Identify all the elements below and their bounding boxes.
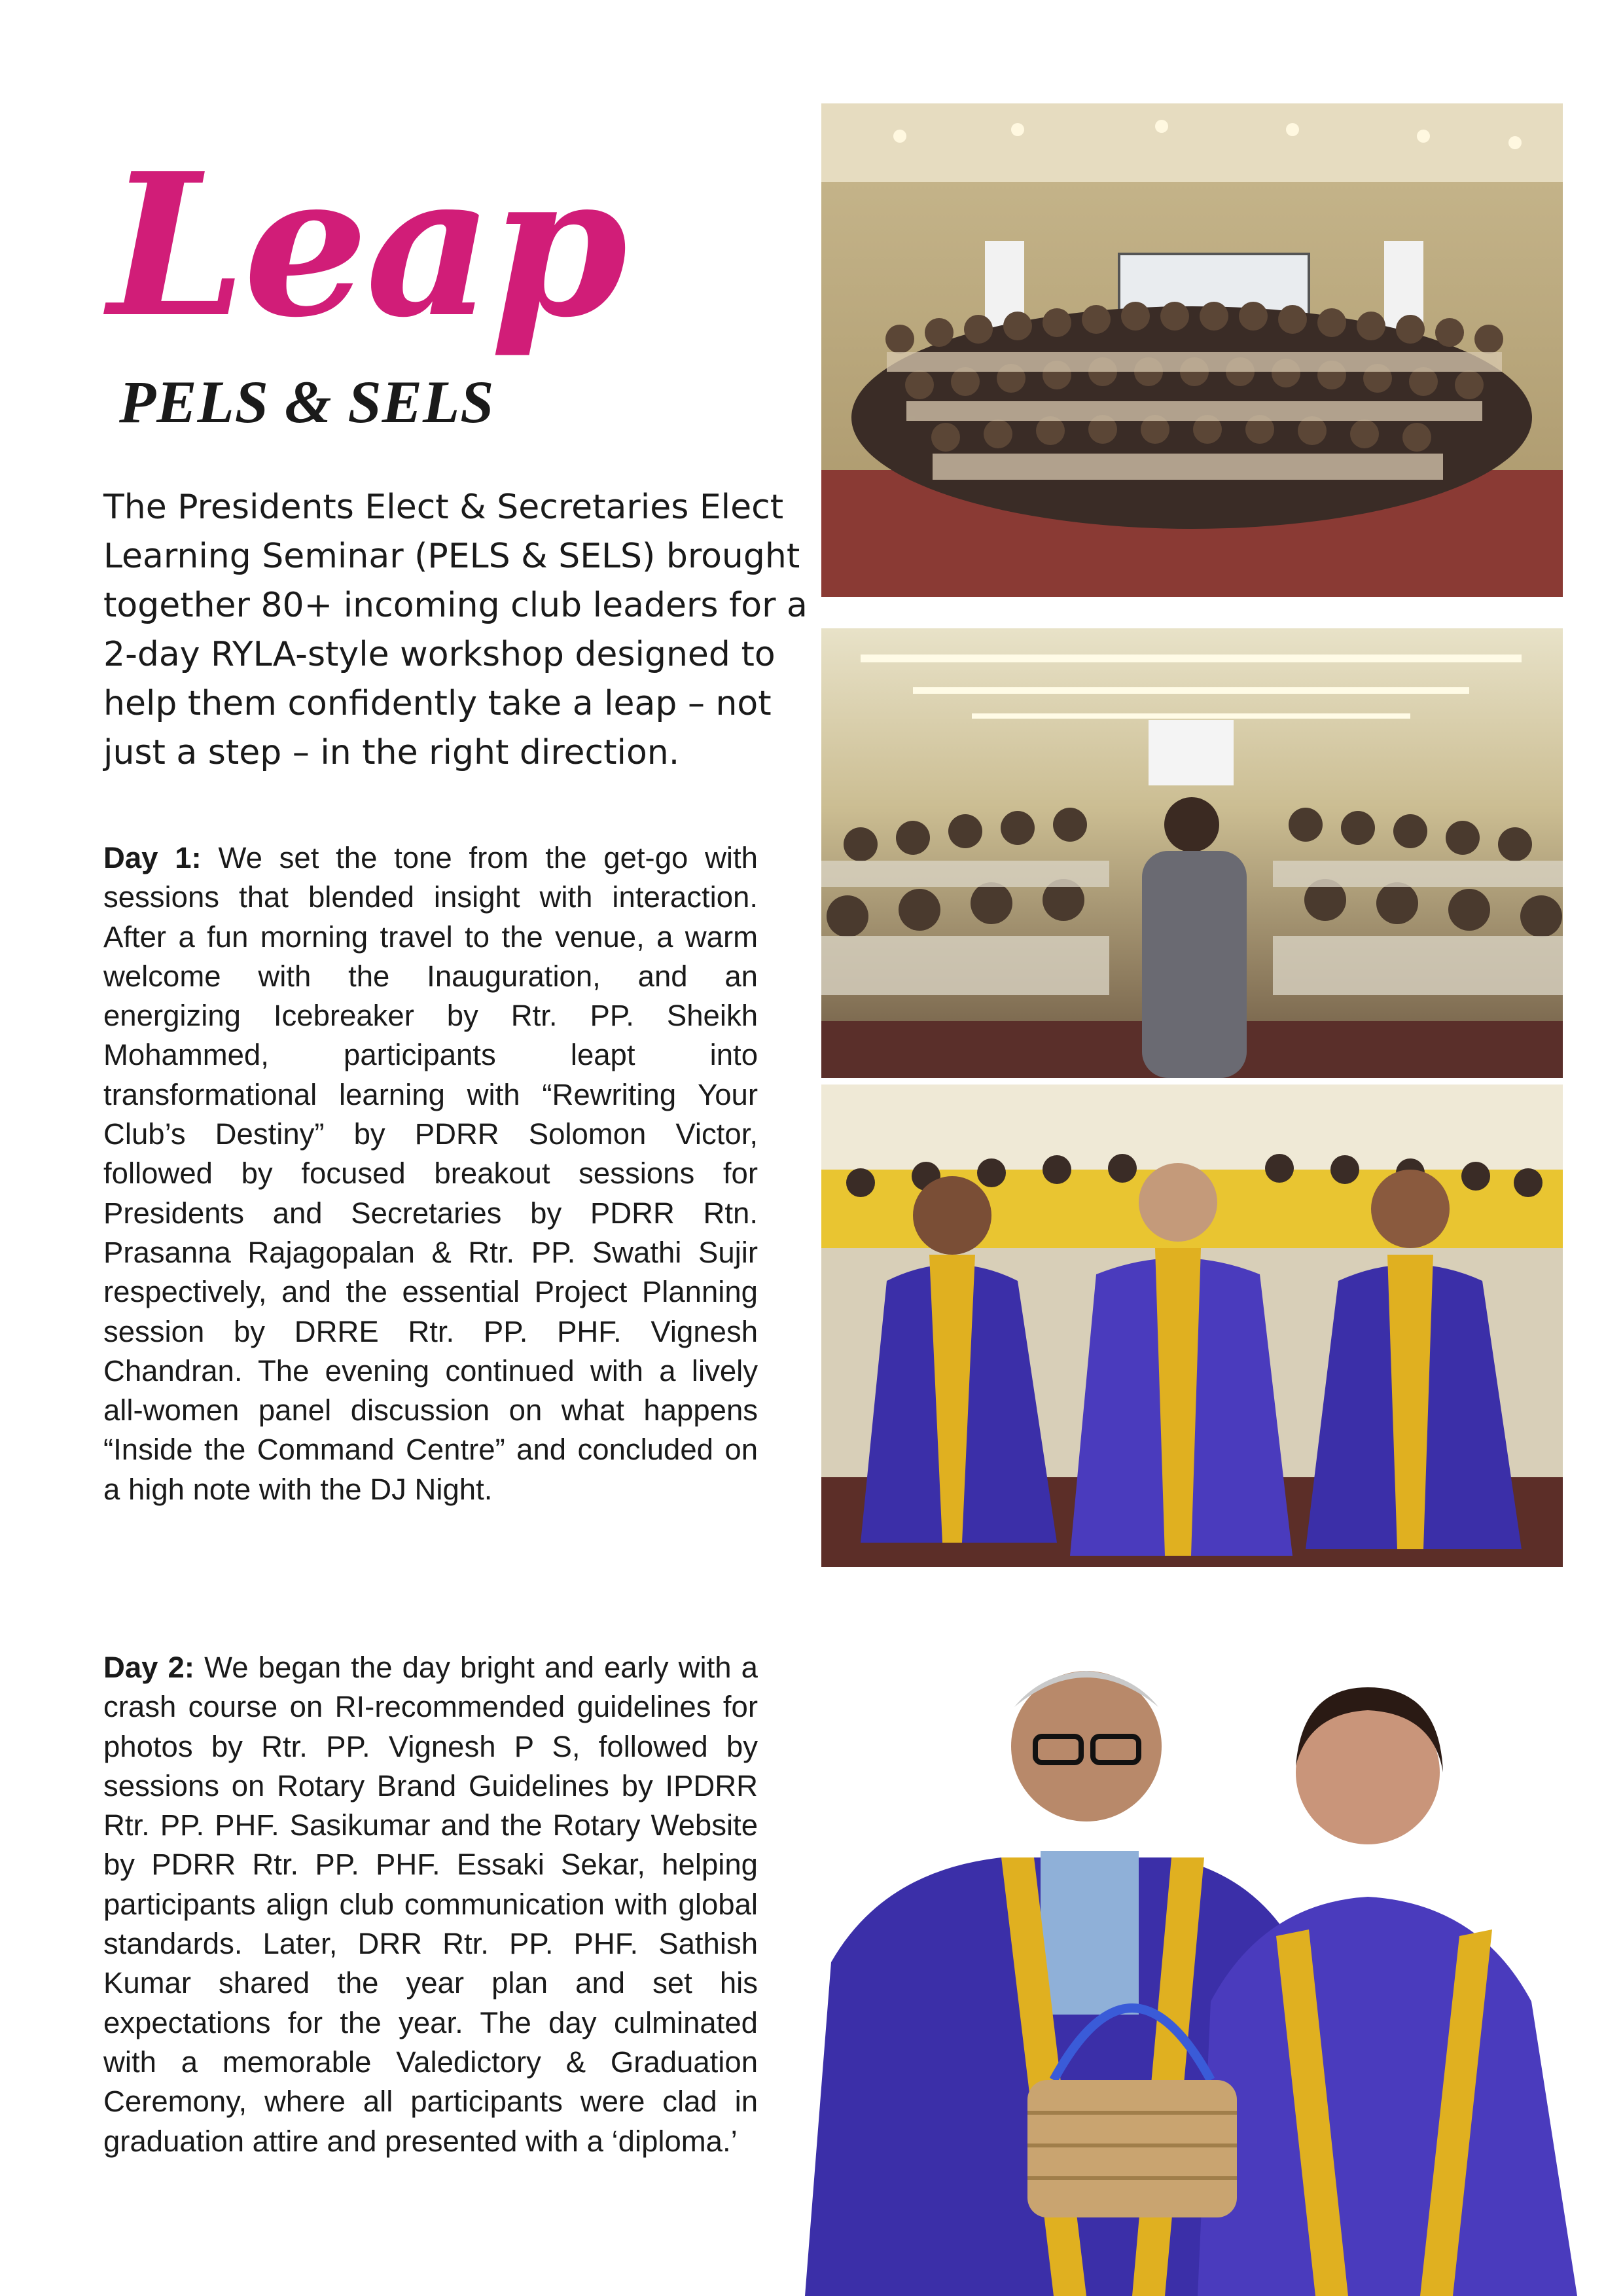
- day2-paragraph: [103, 1648, 758, 2161]
- day1-paragraph: [103, 838, 758, 1509]
- group-photo: [821, 103, 1563, 597]
- day2-label: Day 2:: [103, 1651, 195, 1684]
- seminar-audience-photo: [821, 628, 1563, 1078]
- couple-gowns-photo: [805, 1596, 1587, 2296]
- intro-paragraph: The Presidents Elect & Secretaries Elect Learning Seminar (PELS & SELS) brought together 80+ incoming club leaders for a 2-day RYLA-style workshop designed to help them confidently take a leap – not just a step – in the right direction.: [103, 488, 808, 772]
- day1-label: Day 1:: [103, 841, 202, 874]
- day2-text: We began the day bright and early with a crash course on RI-recommended guidelines for photos by Rtr. PP. Vignesh P S, followed by sessions on Rotary Brand Guidelines by IPDRR Rtr. PP. PHF. Sasikumar and the Rotary Website by PDRR Rtr. PP. PHF. Essaki Sekar, helping participants align club communication with global standards. Later, DRR Rtr. PP. PHF. Sathish Kumar shared the year plan and set his expectations for the year. The day culminated with a memorable Valedictory & Graduation Ceremony, where all participants were clad in graduation attire and presented with a ‘diploma.’: [103, 1651, 758, 2158]
- page-title: Leap: [108, 130, 625, 361]
- day1-text: We set the tone from the get-go with sessions that blended insight with interaction. After a fun morning travel to the venue, a warm welcome with the Inauguration, and an energizing Icebreaker by Rtr. PP. Sheikh Mohammed, participants leapt into transformational learning with “Rewriting Your Club’s Destiny” by PDRR Solomon Victor, followed by focused breakout sessions for Presidents and Secretaries by PDRR Rtn. Prasanna Rajagopalan & Rtr. PP. Swathi Sujir respectively, and the essential Project Planning session by DRRE Rtr. PP. PHF. Vignesh Chandran. The evening continued with a lively all-women panel discussion on what happens “Inside the Command Centre” and concluded on a high note with the DJ Night.: [103, 841, 758, 1506]
- page-subtitle: PELS & SELS: [119, 368, 495, 435]
- dignitaries-gowns-photo: [821, 1085, 1563, 1567]
